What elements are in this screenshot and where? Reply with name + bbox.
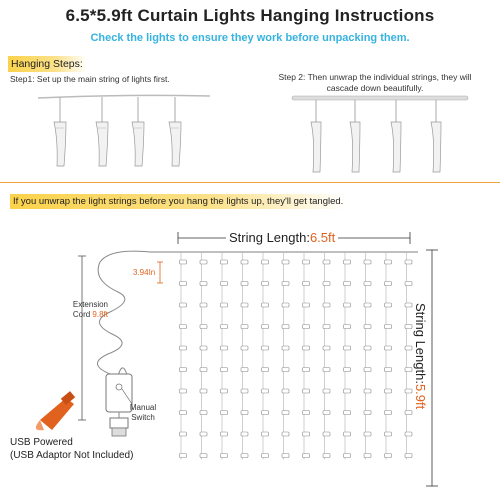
bulb: [323, 260, 330, 264]
bulb: [303, 325, 310, 329]
string-length-label: [226, 230, 338, 245]
bulb: [180, 389, 187, 393]
bulb: [282, 282, 289, 286]
bulb: [405, 432, 412, 436]
bulb: [241, 432, 248, 436]
bulb: [344, 303, 351, 307]
bulb: [385, 368, 392, 372]
bulb: [405, 282, 412, 286]
bulb: [364, 282, 371, 286]
bulb: [385, 282, 392, 286]
step2-text: Step 2: Then unwrap the individual strings, they will cascade down beautifully.: [278, 72, 472, 93]
bulb: [323, 303, 330, 307]
bulb: [364, 303, 371, 307]
bulb: [221, 389, 228, 393]
bulb: [180, 282, 187, 286]
bulb: [241, 411, 248, 415]
usb-power-icon: [36, 391, 75, 430]
bulb: [405, 368, 412, 372]
bulb: [364, 389, 371, 393]
vertical-length-text: String Length:: [413, 303, 428, 384]
bulb: [221, 325, 228, 329]
bulb: [180, 325, 187, 329]
bulb: [200, 325, 207, 329]
bulb: [303, 282, 310, 286]
bulb: [262, 260, 269, 264]
vertical-length-label: [413, 300, 428, 412]
bulb: [221, 368, 228, 372]
page-title: 6.5*5.9ft Curtain Lights Hanging Instructions: [65, 6, 435, 25]
curtain-strand: [323, 252, 330, 460]
bulb: [262, 389, 269, 393]
bulb: [200, 432, 207, 436]
bulb: [364, 454, 371, 458]
bulb: [221, 282, 228, 286]
bulb: [200, 411, 207, 415]
bulb: [282, 260, 289, 264]
bulb: [241, 303, 248, 307]
bulb: [323, 411, 330, 415]
bulb: [344, 368, 351, 372]
bulb: [282, 368, 289, 372]
bulb: [344, 346, 351, 350]
bulb: [344, 325, 351, 329]
curtain-strand: [262, 252, 269, 460]
bulb: [282, 411, 289, 415]
usb-plug: [110, 412, 128, 436]
bulb: [282, 325, 289, 329]
curtain-strand: [180, 252, 187, 460]
manual-switch-label: Manual Switch: [129, 403, 157, 422]
bulb: [241, 454, 248, 458]
bulb: [405, 303, 412, 307]
bulb: [180, 411, 187, 415]
hanging-steps-heading: Hanging Steps:: [8, 56, 87, 72]
bulb: [200, 368, 207, 372]
bulb: [344, 389, 351, 393]
warning-text: If you unwrap the light strings before you hang the lights up, they'll get tangled.: [10, 194, 347, 209]
string-length-text: String Length:: [229, 230, 310, 245]
curtain-strand: [405, 252, 412, 460]
bulb: [180, 346, 187, 350]
bulb: [364, 411, 371, 415]
bulb-spacing-label: 3.94In: [133, 268, 156, 277]
bulb: [262, 303, 269, 307]
usb-powered-text: USB Powered: [10, 437, 73, 448]
bulb: [405, 325, 412, 329]
curtain-strand: [303, 252, 310, 460]
bulb: [303, 389, 310, 393]
step1-text: Step1: Set up the main string of lights first.: [10, 74, 170, 84]
bulb: [200, 389, 207, 393]
bulb: [344, 411, 351, 415]
bulb: [221, 346, 228, 350]
curtain-strand: [241, 252, 248, 460]
extension-cord-value: 9.8ft: [92, 310, 108, 319]
extension-cord-text: Extension Cord: [72, 300, 108, 319]
bulb: [221, 260, 228, 264]
bulb: [344, 260, 351, 264]
bulb: [262, 411, 269, 415]
bulb: [200, 454, 207, 458]
bulb: [385, 432, 392, 436]
bulb: [221, 411, 228, 415]
bulb: [405, 260, 412, 264]
curtain-strand: [200, 252, 207, 460]
bulb: [303, 346, 310, 350]
bulb: [364, 325, 371, 329]
bulb: [303, 454, 310, 458]
bulb: [262, 346, 269, 350]
bulb: [262, 454, 269, 458]
bulb: [303, 303, 310, 307]
bulb: [200, 303, 207, 307]
curtain-strand: [221, 252, 228, 460]
bulb: [262, 432, 269, 436]
bulb: [303, 432, 310, 436]
curtain-strand: [344, 252, 351, 460]
bulb: [282, 346, 289, 350]
bulb: [323, 454, 330, 458]
bulb: [282, 454, 289, 458]
bulb: [241, 325, 248, 329]
bulb: [262, 282, 269, 286]
bulb: [180, 260, 187, 264]
usb-powered-label: [10, 436, 133, 462]
bulb: [221, 454, 228, 458]
bulb: [385, 454, 392, 458]
bulb: [323, 368, 330, 372]
bulb: [241, 368, 248, 372]
bulb: [241, 260, 248, 264]
bulb: [364, 368, 371, 372]
bulb: [405, 454, 412, 458]
bulb: [180, 432, 187, 436]
usb-adaptor-note: (USB Adaptor Not Included): [10, 450, 134, 461]
bulb: [385, 411, 392, 415]
bulb: [241, 346, 248, 350]
bulb: [364, 346, 371, 350]
curtain-strand: [282, 252, 289, 460]
bulb: [323, 432, 330, 436]
string-length-value: 6.5ft: [309, 230, 336, 245]
bulb: [282, 303, 289, 307]
curtain-strands: [180, 252, 413, 460]
bulb: [405, 411, 412, 415]
bulb: [241, 282, 248, 286]
bulb: [200, 346, 207, 350]
bulb: [303, 411, 310, 415]
bulb: [344, 432, 351, 436]
bulb: [303, 368, 310, 372]
bulb: [323, 282, 330, 286]
bulb: [323, 325, 330, 329]
bulb: [385, 389, 392, 393]
vertical-length-value: 5.9ft: [413, 383, 428, 410]
bulb: [385, 346, 392, 350]
bulb: [282, 432, 289, 436]
bulb: [385, 303, 392, 307]
bulb: [262, 325, 269, 329]
bulb: [180, 368, 187, 372]
bulb: [180, 303, 187, 307]
bulb-spacing-bracket: [157, 262, 163, 283]
curtain-strand: [385, 252, 392, 460]
extension-cord-label: [58, 300, 108, 320]
bulb: [180, 454, 187, 458]
bulb: [221, 432, 228, 436]
bulb: [344, 454, 351, 458]
bulb: [221, 303, 228, 307]
page-subtitle: Check the lights to ensure they work before unpacking them.: [90, 32, 410, 44]
bulb: [303, 260, 310, 264]
bulb: [344, 282, 351, 286]
bulb: [405, 389, 412, 393]
bulb: [385, 325, 392, 329]
bulb: [262, 368, 269, 372]
bulb: [385, 260, 392, 264]
bulb: [364, 432, 371, 436]
bulb: [364, 260, 371, 264]
bulb: [200, 260, 207, 264]
curtain-strand: [364, 252, 371, 460]
bulb: [323, 346, 330, 350]
bulb: [323, 389, 330, 393]
bulb: [200, 282, 207, 286]
bulb: [282, 389, 289, 393]
bulb: [241, 389, 248, 393]
bulb: [405, 346, 412, 350]
